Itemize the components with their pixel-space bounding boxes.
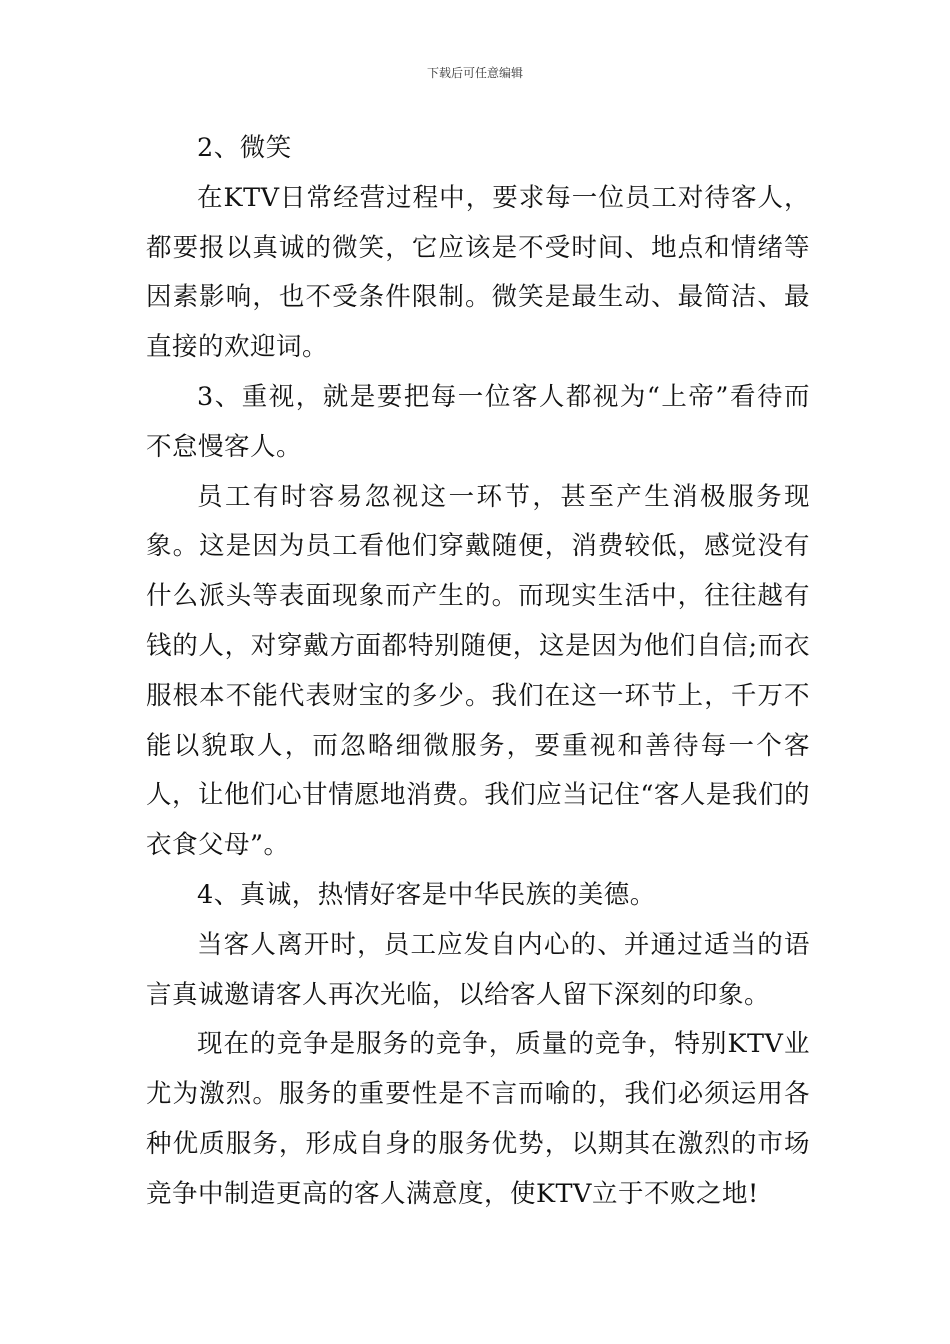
paragraph-attention: 3、重视，就是要把每一位客人都视为“上帝”看待而不怠慢客人。: [146, 381, 810, 462]
paragraph-smile: 在KTV日常经营过程中，要求每一位员工对待客人，都要报以真诚的微笑，它应该是不受时间、地点和情绪等因素影响，也不受条件限制。微笑是最生动、最简洁、最直接的欢迎词。: [146, 182, 810, 363]
paragraph-farewell: 当客人离开时，员工应发自内心的、并通过适当的语言真诚邀请客人再次光临，以给客人留下深刻的印象。: [146, 929, 810, 1010]
paragraph-attention-detail: 员工有时容易忽视这一环节，甚至产生消极服务现象。这是因为员工看他们穿戴随便，消费较低，感觉没有什么派头等表面现象而产生的。而现实生活中，往往越有钱的人，对穿戴方面都特别随便，这是因为他们自信;而衣服根本不能代表财宝的多少。我们在这一环节上，千万不能以貌取人，而忽略细微服务，要重视和善待每一个客人，让他们心甘情愿地消费。我们应当记住“客人是我们的衣食父母”。: [146, 481, 810, 861]
document-body: [146, 124, 810, 1220]
paragraph-sincerity: 4、真诚，热情好客是中华民族的美德。: [197, 879, 656, 910]
paragraph-conclusion: 现在的竞争是服务的竞争，质量的竞争，特别KTV业尤为激烈。服务的重要性是不言而喻的，我们必须运用各种优质服务，形成自身的服务优势，以期其在激烈的市场竞争中制造更高的客人满意度，使KTV立于不败之地!: [146, 1029, 810, 1209]
section-heading-smile: 2、微笑: [197, 133, 292, 163]
page-header: 下载后可任意编辑: [426, 66, 523, 80]
